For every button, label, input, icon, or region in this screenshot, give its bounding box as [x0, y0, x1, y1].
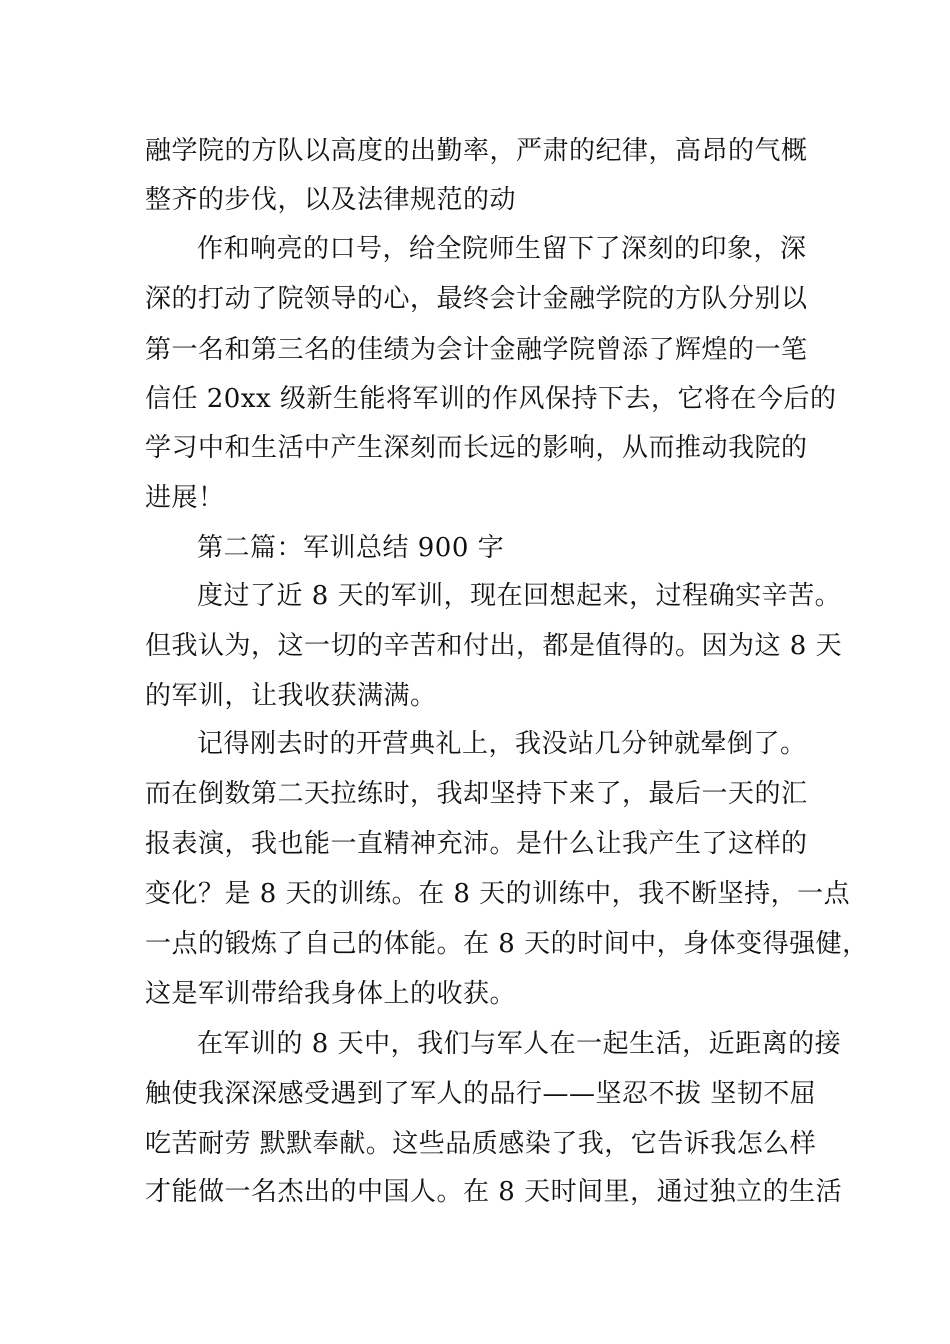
text-line: 的军训，让我收获满满。: [145, 681, 437, 711]
text-line: 信任 20xx 级新生能将军训的作风保持下去，它将在今后的: [145, 384, 837, 414]
text-line: 而在倒数第二天拉练时，我却坚持下来了，最后一天的汇: [145, 779, 808, 809]
text-line: 触使我深深感受遇到了军人的品行——坚忍不拔 坚韧不屈: [145, 1079, 817, 1109]
text-line: 但我认为，这一切的辛苦和付出，都是值得的。因为这 8 天: [145, 631, 843, 661]
section-heading: 第二篇：军训总结 900 字: [197, 533, 505, 563]
text-line: 融学院的方队以高度的出勤率，严肃的纪律，高昂的气概: [145, 136, 808, 166]
text-line: 变化？是 8 天的训练。在 8 天的训练中，我不断坚持，一点: [145, 879, 851, 909]
paragraph-start-line: 作和响亮的口号，给全院师生留下了深刻的印象，深: [197, 234, 807, 264]
paragraph-start-line: 度过了近 8 天的军训，现在回想起来，过程确实辛苦。: [197, 581, 842, 611]
text-line: 吃苦耐劳 默默奉献。这些品质感染了我，它告诉我怎么样: [145, 1129, 817, 1159]
paragraph-start-line: 在军训的 8 天中，我们与军人在一起生活，近距离的接: [197, 1029, 842, 1059]
text-line: 才能做一名杰出的中国人。在 8 天时间里，通过独立的生活: [145, 1177, 843, 1207]
text-line: 进展！: [145, 483, 225, 513]
text-line: 深的打动了院领导的心，最终会计金融学院的方队分别以: [145, 284, 808, 314]
text-line: 学习中和生活中产生深刻而长远的影响，从而推动我院的: [145, 433, 808, 463]
text-line: 报表演，我也能一直精神充沛。是什么让我产生了这样的: [145, 829, 808, 859]
text-line: 这是军训带给我身体上的收获。: [145, 979, 517, 1009]
paragraph-start-line: 记得刚去时的开营典礼上，我没站几分钟就晕倒了。: [197, 729, 807, 759]
text-line: 整齐的步伐，以及法律规范的动: [145, 185, 517, 215]
text-line: 一点的锻炼了自己的体能。在 8 天的时间中，身体变得强健，: [145, 929, 869, 959]
text-line: 第一名和第三名的佳绩为会计金融学院曾添了辉煌的一笔: [145, 335, 808, 365]
